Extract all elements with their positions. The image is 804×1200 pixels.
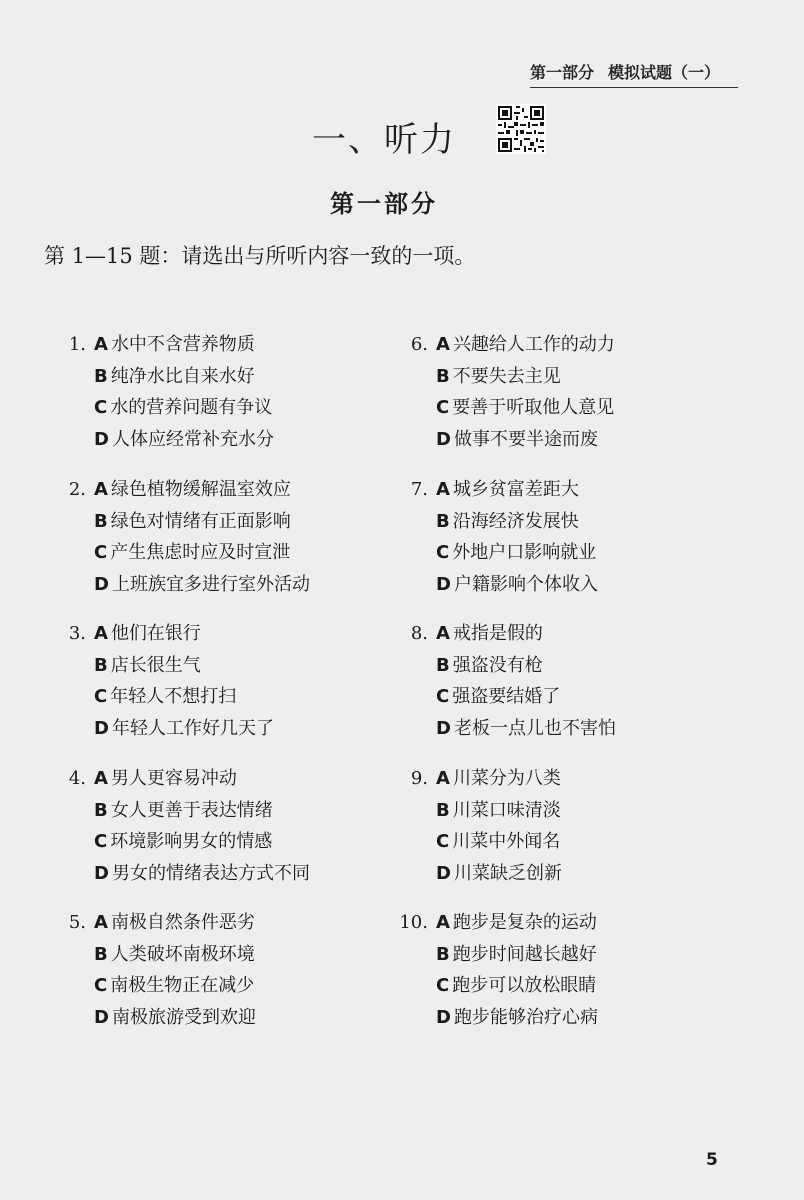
option-text: 纯净水比自来水好 bbox=[110, 365, 255, 387]
question-number bbox=[398, 537, 436, 569]
option-text: 跑步能够治疗心病 bbox=[453, 1006, 598, 1028]
question-option bbox=[56, 361, 274, 393]
question-option bbox=[398, 569, 598, 601]
question-option bbox=[56, 1002, 256, 1034]
question-number: 10. bbox=[399, 912, 428, 933]
option-text: 要善于听取他人意见 bbox=[452, 397, 615, 418]
option-text: 绿色植物缓解温室效应 bbox=[110, 479, 291, 500]
option-letter: C bbox=[94, 975, 108, 996]
question-item bbox=[56, 474, 310, 600]
option-text: 外地户口影响就业 bbox=[452, 542, 597, 563]
option-letter: C bbox=[436, 831, 450, 852]
option-text: 产生焦虑时应及时宣泄 bbox=[110, 542, 291, 563]
question-number: 7. bbox=[410, 479, 428, 500]
question-option bbox=[398, 763, 562, 795]
option-letter: D bbox=[94, 428, 109, 450]
option-text: 户籍影响个体收入 bbox=[453, 573, 598, 595]
option-text: 戒指是假的 bbox=[452, 623, 543, 644]
question-number bbox=[398, 795, 436, 827]
option-text: 女人更善于表达情绪 bbox=[110, 799, 273, 821]
option-letter: B bbox=[94, 510, 108, 532]
option-letter: B bbox=[94, 943, 108, 965]
question-number bbox=[398, 424, 436, 456]
option-text: 人类破坏南极环境 bbox=[110, 943, 255, 965]
option-text: 环境影响男女的情感 bbox=[110, 831, 273, 852]
option-letter: B bbox=[94, 654, 108, 676]
question-option bbox=[394, 939, 598, 971]
option-letter: C bbox=[436, 686, 450, 707]
option-text: 做事不要半途而废 bbox=[453, 428, 598, 450]
question-item bbox=[56, 907, 256, 1033]
question-number bbox=[398, 506, 436, 538]
option-letter: A bbox=[436, 623, 450, 644]
question-number bbox=[56, 826, 94, 858]
question-number: 5. bbox=[68, 912, 86, 933]
option-letter: C bbox=[436, 542, 450, 563]
question-option bbox=[398, 361, 615, 393]
question-option bbox=[398, 826, 562, 858]
option-letter: D bbox=[436, 862, 451, 884]
option-text: 川菜中外闻名 bbox=[452, 831, 561, 852]
option-letter: A bbox=[436, 334, 450, 355]
option-letter: B bbox=[436, 365, 450, 387]
option-text: 水的营养问题有争议 bbox=[110, 397, 273, 418]
question-option bbox=[56, 392, 274, 424]
question-number bbox=[398, 650, 436, 682]
question-number: 1. bbox=[68, 334, 86, 355]
instruction-text: 第 1—15 题：请选出与所听内容一致的一项。 bbox=[44, 244, 476, 268]
question-option bbox=[56, 329, 274, 361]
option-text: 南极自然条件恶劣 bbox=[110, 912, 255, 933]
question-number bbox=[56, 858, 94, 890]
question-number: 3. bbox=[68, 623, 86, 644]
question-number bbox=[56, 506, 94, 538]
option-text: 年轻人不想打扫 bbox=[110, 686, 237, 707]
option-text: 绿色对情绪有正面影响 bbox=[110, 510, 291, 532]
question-item bbox=[56, 329, 274, 455]
question-option bbox=[398, 681, 616, 713]
question-option bbox=[56, 907, 256, 939]
question-option bbox=[56, 618, 274, 650]
question-option bbox=[56, 858, 310, 890]
question-option bbox=[398, 506, 598, 538]
option-text: 川菜口味清淡 bbox=[452, 799, 561, 821]
question-option bbox=[394, 907, 598, 939]
option-text: 川菜分为八类 bbox=[452, 768, 561, 789]
page-number: 5 bbox=[706, 1150, 718, 1170]
question-option bbox=[56, 569, 310, 601]
question-option bbox=[398, 537, 598, 569]
question-number bbox=[398, 569, 436, 601]
option-letter: A bbox=[436, 479, 450, 500]
question-item bbox=[398, 329, 615, 455]
option-text: 川菜缺乏创新 bbox=[453, 862, 562, 884]
question-number: 6. bbox=[410, 334, 428, 355]
question-option bbox=[56, 650, 274, 682]
question-number: 8. bbox=[410, 623, 428, 644]
option-text: 人体应经常补充水分 bbox=[111, 428, 274, 450]
option-text: 跑步是复杂的运动 bbox=[452, 912, 597, 933]
option-text: 南极生物正在减少 bbox=[110, 975, 255, 996]
running-header bbox=[530, 60, 738, 88]
option-letter: A bbox=[94, 623, 108, 644]
option-letter: B bbox=[436, 943, 450, 965]
question-number: 2. bbox=[68, 479, 86, 500]
option-text: 老板一点儿也不害怕 bbox=[453, 717, 616, 739]
option-letter: B bbox=[436, 654, 450, 676]
question-option bbox=[56, 939, 256, 971]
question-number: 4. bbox=[68, 768, 86, 789]
question-option bbox=[56, 713, 274, 745]
question-number bbox=[56, 537, 94, 569]
option-letter: B bbox=[94, 799, 108, 821]
question-option bbox=[56, 424, 274, 456]
question-option bbox=[56, 763, 310, 795]
option-letter: C bbox=[94, 831, 108, 852]
question-number bbox=[56, 361, 94, 393]
option-text: 南极旅游受到欢迎 bbox=[111, 1006, 256, 1028]
question-option bbox=[56, 537, 310, 569]
option-letter: A bbox=[436, 768, 450, 789]
option-text: 跑步时间越长越好 bbox=[452, 943, 597, 965]
option-letter: A bbox=[94, 334, 108, 355]
option-text: 他们在银行 bbox=[110, 623, 201, 644]
question-item bbox=[56, 763, 310, 889]
option-letter: D bbox=[94, 573, 109, 595]
option-text: 沿海经济发展快 bbox=[452, 510, 579, 532]
option-text: 男女的情绪表达方式不同 bbox=[111, 862, 310, 884]
question-option bbox=[56, 970, 256, 1002]
option-text: 城乡贫富差距大 bbox=[452, 479, 579, 500]
option-letter: D bbox=[94, 1006, 109, 1028]
option-text: 跑步可以放松眼睛 bbox=[452, 975, 597, 996]
question-option bbox=[398, 618, 616, 650]
option-letter: C bbox=[436, 397, 450, 418]
question-item bbox=[398, 763, 562, 889]
part-title: 第一部分 bbox=[330, 190, 438, 218]
question-option bbox=[394, 970, 598, 1002]
option-text: 兴趣给人工作的动力 bbox=[452, 334, 615, 355]
option-letter: D bbox=[436, 573, 451, 595]
question-number bbox=[398, 361, 436, 393]
question-number bbox=[56, 713, 94, 745]
question-option bbox=[398, 795, 562, 827]
question-option bbox=[398, 474, 598, 506]
question-number bbox=[398, 392, 436, 424]
question-option bbox=[398, 329, 615, 361]
option-letter: A bbox=[94, 768, 108, 789]
question-number bbox=[398, 826, 436, 858]
question-option bbox=[56, 826, 310, 858]
question-number bbox=[56, 939, 94, 971]
question-option bbox=[398, 424, 615, 456]
option-letter: B bbox=[436, 510, 450, 532]
option-text: 不要失去主见 bbox=[452, 365, 561, 387]
question-option bbox=[56, 681, 274, 713]
question-option bbox=[56, 474, 310, 506]
option-text: 男人更容易冲动 bbox=[110, 768, 237, 789]
question-number bbox=[56, 795, 94, 827]
question-number bbox=[56, 681, 94, 713]
question-number bbox=[398, 858, 436, 890]
option-text: 强盗要结婚了 bbox=[452, 686, 561, 707]
question-item bbox=[398, 474, 598, 600]
question-number bbox=[56, 1002, 94, 1034]
option-text: 水中不含营养物质 bbox=[110, 334, 255, 355]
header-test: 模拟试题（一） bbox=[608, 63, 721, 82]
question-number bbox=[56, 569, 94, 601]
question-option bbox=[56, 506, 310, 538]
header-part: 第一部分 bbox=[530, 63, 595, 82]
option-letter: C bbox=[94, 542, 108, 563]
question-option bbox=[398, 858, 562, 890]
option-letter: A bbox=[94, 479, 108, 500]
option-letter: C bbox=[436, 975, 450, 996]
question-option bbox=[56, 795, 310, 827]
option-letter: C bbox=[94, 397, 108, 418]
option-letter: A bbox=[94, 912, 108, 933]
option-letter: A bbox=[436, 912, 450, 933]
option-text: 年轻人工作好几天了 bbox=[111, 717, 274, 739]
question-number bbox=[56, 392, 94, 424]
question-number bbox=[56, 650, 94, 682]
question-number bbox=[394, 970, 436, 1002]
option-letter: B bbox=[436, 799, 450, 821]
question-number bbox=[398, 713, 436, 745]
question-number bbox=[398, 681, 436, 713]
option-letter: D bbox=[436, 428, 451, 450]
option-letter: C bbox=[94, 686, 108, 707]
question-item bbox=[394, 907, 598, 1033]
qr-code-icon bbox=[496, 104, 546, 154]
option-letter: D bbox=[94, 862, 109, 884]
option-letter: B bbox=[94, 365, 108, 387]
question-option bbox=[394, 1002, 598, 1034]
option-letter: D bbox=[436, 717, 451, 739]
question-number bbox=[56, 970, 94, 1002]
question-number bbox=[394, 1002, 436, 1034]
option-text: 上班族宜多进行室外活动 bbox=[111, 573, 310, 595]
option-text: 强盗没有枪 bbox=[452, 654, 543, 676]
question-option bbox=[398, 713, 616, 745]
question-item bbox=[398, 618, 616, 744]
question-option bbox=[398, 392, 615, 424]
option-text: 店长很生气 bbox=[110, 654, 201, 676]
question-option bbox=[398, 650, 616, 682]
option-letter: D bbox=[436, 1006, 451, 1028]
question-number: 9. bbox=[410, 768, 428, 789]
question-number bbox=[394, 939, 436, 971]
question-item bbox=[56, 618, 274, 744]
question-number bbox=[56, 424, 94, 456]
section-title: 一、听力 bbox=[312, 120, 456, 160]
option-letter: D bbox=[94, 717, 109, 739]
